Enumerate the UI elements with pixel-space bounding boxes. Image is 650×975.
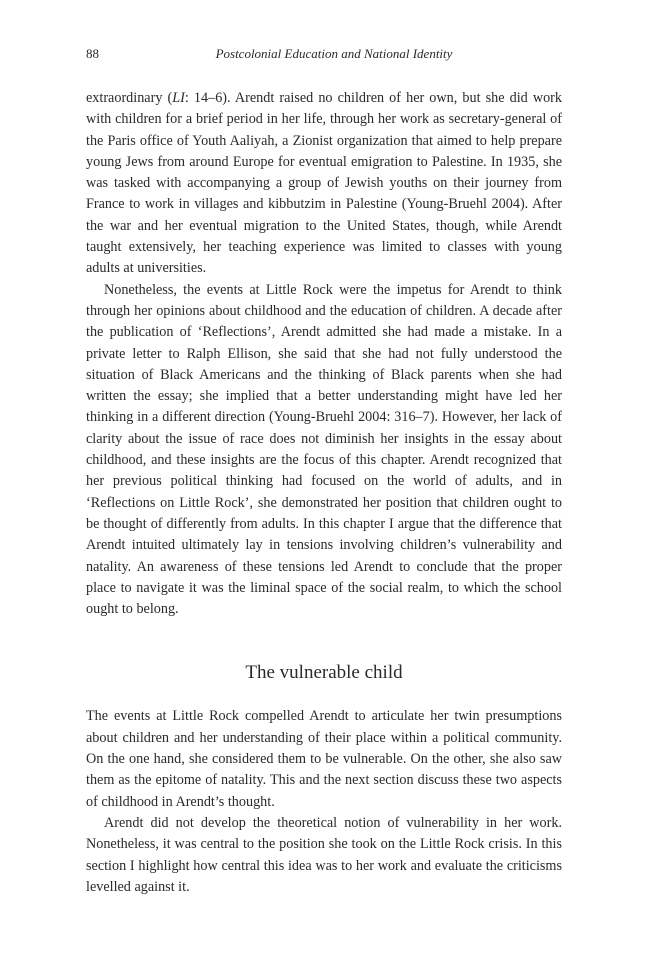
paragraph: Arendt did not develop the theoretical notion of vulnerability in her work. Nonetheless, it was central to the position she took on the Little Rock crisis. In this section I highlight how central this idea was to her work and evaluate the criticisms levelled against it. [86, 814, 562, 895]
paragraph: The events at Little Rock compelled Arendt to articulate her twin presumptions about children and her understanding of their place within a political community. On the one hand, she considered them to be vulnerable. On the other, she also saw them as the epitome of natality. This and the next section discuss these two aspects of childhood in Arendt’s thought. [86, 708, 562, 810]
citation-abbreviation: LI [172, 90, 185, 106]
page-number: 88 [86, 46, 99, 61]
paragraph: Nonetheless, the events at Little Rock were the impetus for Arendt to think through her opinions about childhood and the education of children. A decade after the publication of ‘Reflections’, Arendt admitted she had made a mistake. In a private letter to Ralph Ellison, she said that she had not fully understood the situation of Black Americans and the thinking of Black parents when she had written the essay; she implied that a better understanding might have led her thinking in a different direction (Young-Bruehl 2004: 316–7). However, her lack of clarity about the issue of race does not diminish her insights in the essay about childhood, and these insights are the focus of this chapter. Arendt recognized that her previous political thinking had focused on the world of adults, and in ‘Reflections on Little Rock’, she demonstrated her position that children ought to be thought of differently from adults. In this chapter I argue that the difference that Arendt intuited ultimately lay in tensions involving children’s vulnerability and natality. An awareness of these tensions led Arendt to conclude that the proper place to navigate it was the liminal space of the social realm, to which the school ought to belong. [86, 281, 562, 618]
running-title: Postcolonial Education and National Identity [215, 46, 453, 61]
paragraph-text: : 14–6). Arendt raised no children of her own, but she did work with children for a brief period in her life, through her work as secretary-general of the Paris office of Youth Aaliyah, a Zionist organization that aimed to help prepare young Jews from around Europe for eventual emigration to Palestine. In 1935, she was tasked with accompanying a group of Jewish youths on their journey from France to work in villages and kibbutzim in Palestine (Young-Bruehl 2004). After the war and her eventual migration to the United States, though, while Arendt taught extensively, her teaching experience was limited to classes with young adults at universities. [86, 90, 562, 277]
section-heading: The vulnerable child [245, 662, 403, 684]
body-text [86, 88, 562, 898]
paragraph-continued [86, 88, 562, 280]
paragraph-text: extraordinary ( [86, 90, 173, 106]
running-head [86, 46, 562, 66]
